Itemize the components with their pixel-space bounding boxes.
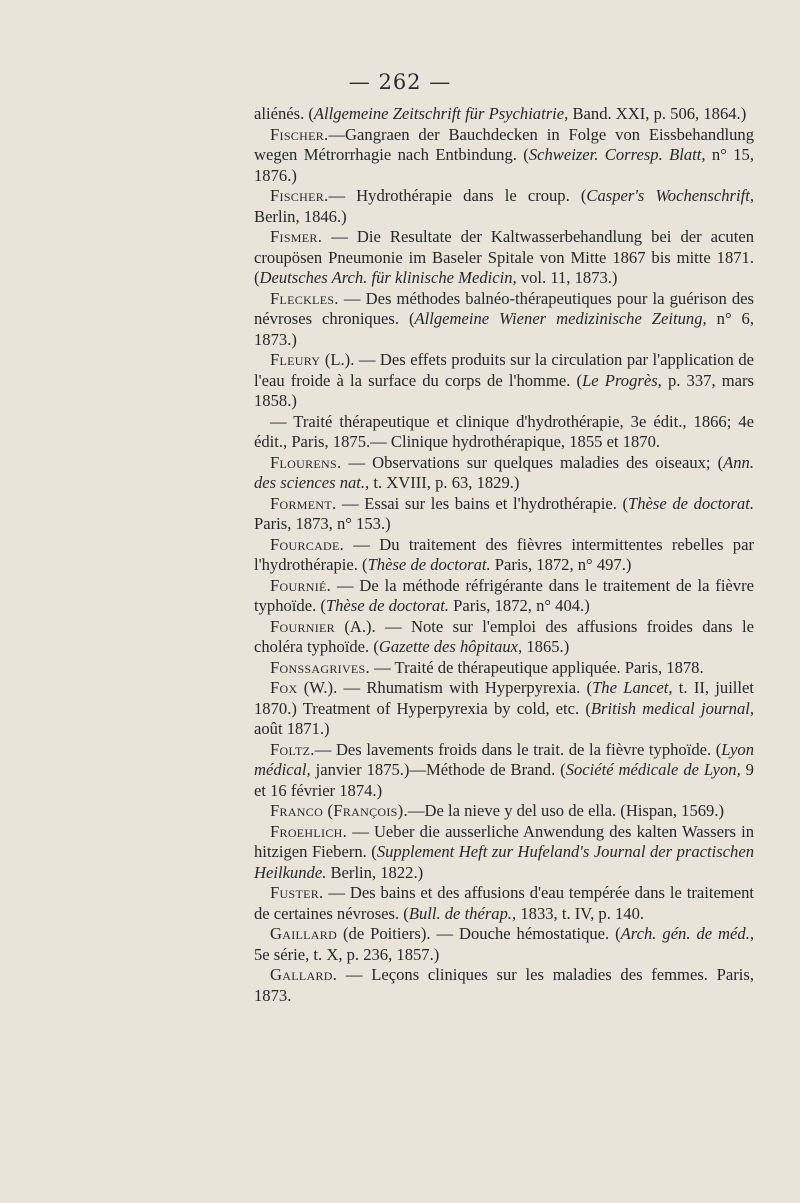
entry-text: n° 6, 1873.): [254, 309, 755, 349]
entry-author: Fleury: [270, 350, 321, 369]
entry-source-title: Allgemeine Zeitschrift für Psychiatrie,: [313, 104, 569, 123]
bibliography-entry: [254, 494, 754, 535]
entry-text: — Essai sur les bains et l'hydrothérapie. (: [336, 493, 629, 513]
bibliography-entry: [254, 104, 754, 125]
entry-text: Berlin, 1822.): [326, 862, 424, 882]
entry-source-title: Bull. de thérap.,: [408, 903, 517, 923]
entry-source-title: Gazette des hôpitaux,: [378, 637, 523, 656]
bibliography-entry: [254, 453, 754, 494]
entry-author: Fischer.: [270, 124, 329, 144]
bibliography-list: [254, 104, 754, 1006]
entry-author: Fonssagrives.: [270, 657, 370, 677]
entry-text: Berlin, 1846.): [254, 206, 347, 226]
bibliography-entry: [254, 125, 754, 187]
entry-text: t. XVIII, p. 63, 1829.): [369, 473, 520, 492]
entry-text: août 1871.): [254, 719, 330, 738]
entry-author: Forment.: [270, 493, 337, 513]
entry-source-title: Lyon médical,: [254, 739, 754, 779]
entry-text: vol. 11, 1873.): [516, 268, 618, 287]
bibliography-entry: [254, 227, 754, 289]
bibliography-entry: [254, 801, 754, 822]
entry-source-title: Ann. des sciences nat.,: [254, 452, 754, 492]
bibliography-entry: [254, 883, 754, 924]
entry-author: Froehlich.: [270, 821, 348, 841]
entry-text: — Des méthodes balnéo-thérapeutiques pour la guérison des névroses chroniques. (: [254, 288, 754, 328]
entry-text: —De la nieve y del uso de ella. (Hispan, 1569.): [407, 801, 725, 820]
bibliography-entry: [254, 186, 754, 227]
entry-text: — De la méthode réfrigérante dans le traitement de la fièvre typhoïde. (: [254, 575, 754, 615]
entry-author: Fournier: [270, 616, 335, 636]
entry-text: Band. XXI, p. 506, 1864.): [568, 104, 747, 123]
bibliography-entry: [254, 535, 754, 576]
entry-text: — Des lavements froids dans le trait. de la fièvre typhoïde. (: [314, 739, 722, 759]
entry-text: aliénés. (: [254, 104, 314, 123]
entry-text: (de Poitiers). — Douche hémostatique. (: [337, 924, 621, 943]
entry-source-title: Deutsches Arch. für klinische Medicin,: [259, 268, 517, 287]
entry-text: 1865.): [522, 637, 570, 656]
bibliography-entry: [254, 658, 754, 679]
bibliography-entry: [254, 822, 754, 884]
entry-text: — Leçons cliniques sur les maladies des femmes. Paris, 1873.: [254, 965, 754, 1005]
entry-text: n° 15, 1876.): [254, 145, 754, 185]
bibliography-entry: [254, 576, 754, 617]
entry-author: Flourens.: [270, 452, 342, 472]
entry-source-title: Casper's Wochenschrift,: [586, 186, 754, 205]
entry-text: 5e série, t. X, p. 236, 1857.): [254, 944, 440, 964]
entry-text: 1833, t. IV, p. 140.: [516, 903, 645, 923]
entry-author: Gaillard: [270, 924, 338, 943]
entry-source-title: Thèse de doctorat.: [628, 493, 754, 513]
bibliography-entry: [254, 924, 754, 965]
entry-source-title: Société médicale de Lyon,: [565, 760, 741, 779]
bibliography-entry: [254, 350, 754, 412]
entry-text: (A.). — Note sur l'emploi des affusions froides dans le choléra typhoïde. (: [254, 616, 754, 656]
entry-text: p. 337, mars 1858.): [254, 370, 754, 410]
entry-author: Fuster.: [270, 883, 324, 902]
entry-text: — Observations sur quelques maladies des oiseaux; (: [341, 452, 724, 472]
entry-source-title: British medical journal,: [590, 698, 754, 718]
entry-author: Franco (François).: [270, 801, 408, 820]
entry-source-title: Allgemeine Wiener medizinische Zeitung,: [414, 309, 707, 328]
entry-text: — Hydrothérapie dans le croup. (: [328, 186, 587, 205]
page-number: — 262 —: [348, 70, 452, 94]
bibliography-entry: [254, 740, 754, 802]
entry-source-title: Arch. gén. de méd.,: [620, 924, 754, 943]
entry-text: 9 et 16 février 1874.): [254, 760, 754, 800]
entry-author: Fourcade.: [270, 534, 345, 554]
entry-author: Fox: [270, 678, 298, 697]
entry-source-title: Supplement Heft zur Hufeland's Journal der practischen Heilkunde.: [254, 842, 754, 882]
entry-text: t. II, juillet 1870.) Treatment of Hyperpyrexia by cold, etc. (: [254, 678, 754, 718]
entry-text: — Traité de thérapeutique appliquée. Paris, 1878.: [369, 657, 704, 677]
entry-source-title: The Lancet,: [592, 678, 673, 697]
entry-text: — Ueber die ausserliche Anwendung des kalten Wassers in hitzigen Fiebern. (: [254, 821, 754, 861]
entry-text: —Gangraen der Bauchdecken in Folge von Eissbehandlung wegen Métrorrhagie nach Entbindung. (: [254, 124, 754, 164]
entry-text: Paris, 1873, n° 153.): [254, 514, 391, 533]
entry-source-title: Le Progrès,: [582, 370, 662, 390]
bibliography-entry: [254, 678, 754, 740]
entry-author: Gallard.: [270, 965, 338, 984]
bibliography-entry: [254, 412, 754, 453]
bibliography-entry: [254, 289, 754, 351]
entry-text: janvier 1875.)—Méthode de Brand. (: [310, 760, 566, 779]
entry-text: — Du traitement des fièvres intermittentes rebelles par l'hydrothérapie. (: [254, 534, 754, 574]
bibliography-entry: [254, 617, 754, 658]
entry-author: Foltz.: [270, 739, 315, 759]
entry-text: — Traité thérapeutique et clinique d'hydrothérapie, 3e édit., 1866; 4e édit., Paris, 1875.— Clinique hydrothérapique, 1855 et 1870.: [254, 411, 754, 451]
entry-source-title: Schweizer. Corresp. Blatt,: [528, 145, 706, 164]
entry-text: (L.). — Des effets produits sur la circulation par l'application de l'eau froide à la surface du corps de l'homme. (: [254, 350, 754, 390]
entry-text: (W.). — Rhumatism with Hyperpyrexia. (: [297, 678, 593, 697]
entry-source-title: Thèse de doctorat.: [367, 555, 491, 574]
entry-text: — Des bains et des affusions d'eau tempérée dans le traitement de certaines névroses. (: [254, 883, 754, 923]
bibliography-entry: [254, 965, 754, 1006]
entry-author: Fournié.: [270, 575, 332, 595]
entry-text: — Die Resultate der Kaltwasserbehandlung bei der acuten croupösen Pneumonie im Baseler Spitale von Mitte 1867 bis mitte 1871. (: [254, 227, 754, 287]
entry-source-title: Thèse de doctorat.: [325, 596, 449, 615]
entry-author: Fischer.: [270, 186, 329, 205]
entry-author: Fleckles.: [270, 288, 339, 308]
entry-text: Paris, 1872, n° 497.): [490, 555, 632, 574]
entry-text: Paris, 1872, n° 404.): [448, 596, 590, 615]
entry-author: Fismer.: [270, 227, 323, 246]
